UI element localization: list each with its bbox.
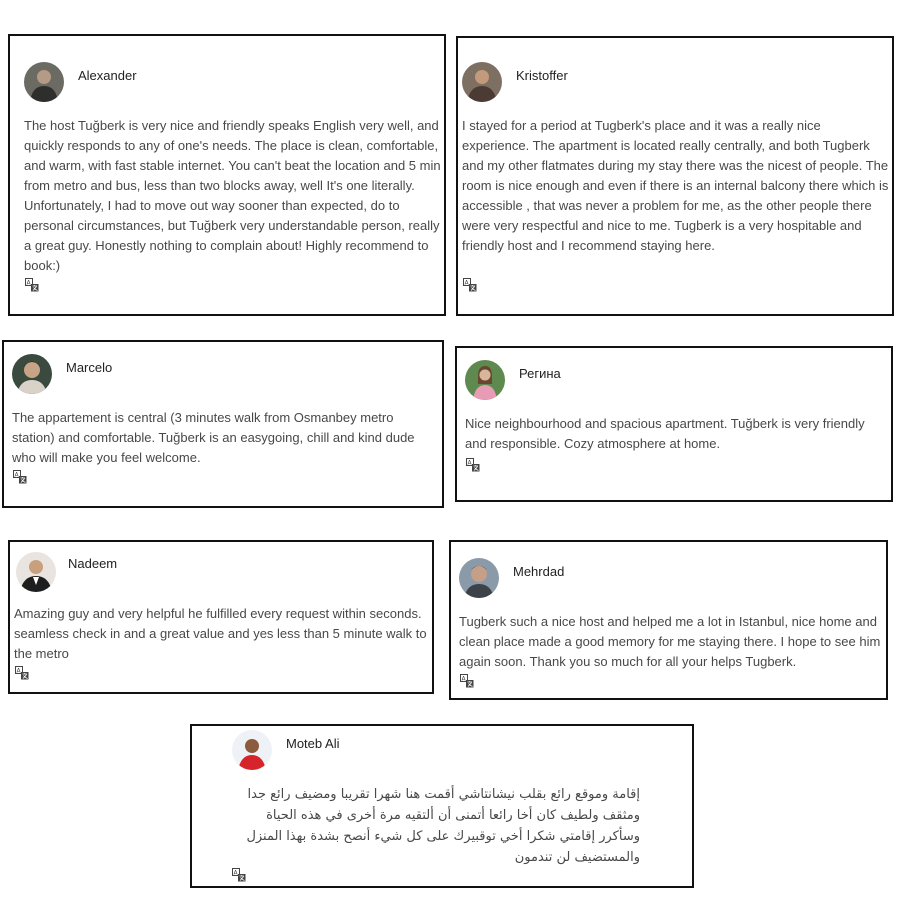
reviewer-name: Moteb Ali [286,736,340,751]
translate-icon[interactable] [460,674,474,688]
translate-icon[interactable] [232,868,246,882]
avatar-image [24,62,64,102]
review-card-mehrdad [449,540,888,700]
translate-glyph [463,278,477,292]
avatar-image [465,360,505,400]
review-text: Amazing guy and very helpful he fulfilled every request within seconds. seamless check in and a great value and yes less than 5 minute walk to the metro [14,606,427,661]
avatar[interactable] [459,558,499,598]
svg-text:A: A [467,459,472,467]
svg-text:A: A [26,279,31,287]
svg-text:A: A [233,869,238,877]
reviewer-name: Nadeem [68,556,118,571]
review-card-regina [455,346,893,502]
avatar[interactable] [16,552,56,592]
avatar[interactable] [12,354,52,394]
review-text: I stayed for a period at Tugberk's place and it was a really nice experience. The apartment is located really centrally, and both Tugberk and my other flatmates during my stay there was the nicest of people. The room is nice enough and even if there is an internal balcony there which is accessible , that was never a problem for me, as the other people there were very respectful and nice to me. Tugberk is a very hospitable and friendly host and I recommend staying here. [462,118,889,253]
avatar[interactable] [465,360,505,400]
review-text: Nice neighbourhood and spacious apartment. Tuğberk is very friendly and responsible. Cozy atmosphere at home. [465,416,865,451]
translate-glyph [466,458,480,472]
translate-glyph [13,470,27,484]
svg-text:A: A [16,667,21,675]
review-card-moteb-ali [190,724,694,888]
review-text: The host Tuğberk is very nice and friendly speaks English very well, and quickly responds to any of one's needs. The place is clean, comfortable, and warm, with fast stable internet. You can't beat the location and 5 min from metro and bus, less than two blocks away, well It's one literally. Unfortunately, I had to move out way sooner than expected, do to personal circumstances, but Tuğberk very understandable person, really a great guy. Honestly nothing to complain about! Highly recommend to book:) [24,118,441,273]
translate-glyph [460,674,474,688]
reviewer-name: Alexander [78,68,137,83]
svg-text:A: A [14,471,19,479]
translate-icon[interactable] [13,470,27,484]
svg-text:A: A [464,279,469,287]
review-text: Tugberk such a nice host and helped me a lot in Istanbul, nice home and clean place made a good memory for me staying there. I hope to see him again soon. Thank you so much for all your helps Tugberk. [459,614,881,669]
reviewer-name: Kristoffer [516,68,568,83]
avatar-image [16,552,56,592]
avatar-image [462,62,502,102]
translate-icon[interactable] [15,666,29,680]
translate-icon[interactable] [466,458,480,472]
reviewer-name: Регина [519,366,561,381]
avatar[interactable] [24,62,64,102]
avatar-image [12,354,52,394]
translate-glyph [15,666,29,680]
review-card-nadeem [8,540,434,694]
review-card-alexander [8,34,446,316]
svg-text:A: A [461,675,466,683]
avatar[interactable] [462,62,502,102]
avatar[interactable] [232,730,272,770]
translate-icon[interactable] [25,278,39,292]
review-text: The appartement is central (3 minutes walk from Osmanbey metro station) and comfortable. Tuğberk is an easygoing, chill and kind dude who will make you feel welcome. [12,410,415,465]
reviewer-name: Marcelo [66,360,113,375]
review-text: إقامة وموقع رائع بقلب نيشانتاشي أقمت هنا شهرا تقريبا ومضيف رائع جدا ومثقف ولطيف كان أخا رائعا أتمنى أن ألتقيه مرة أخرى في هذه الحياة وسأكرر إقامتي شكرا أخي توقبيرك على كل شيء أنصح بشدة بهذا المنزل والمستضيف لن تندمون [246,787,640,865]
review-card-marcelo [2,340,444,508]
avatar-image [459,558,499,598]
translate-icon[interactable] [463,278,477,292]
translate-glyph [232,868,246,882]
translate-glyph [25,278,39,292]
review-card-kristoffer [456,36,894,316]
avatar-image [232,730,272,770]
reviewer-name: Mehrdad [513,564,565,579]
